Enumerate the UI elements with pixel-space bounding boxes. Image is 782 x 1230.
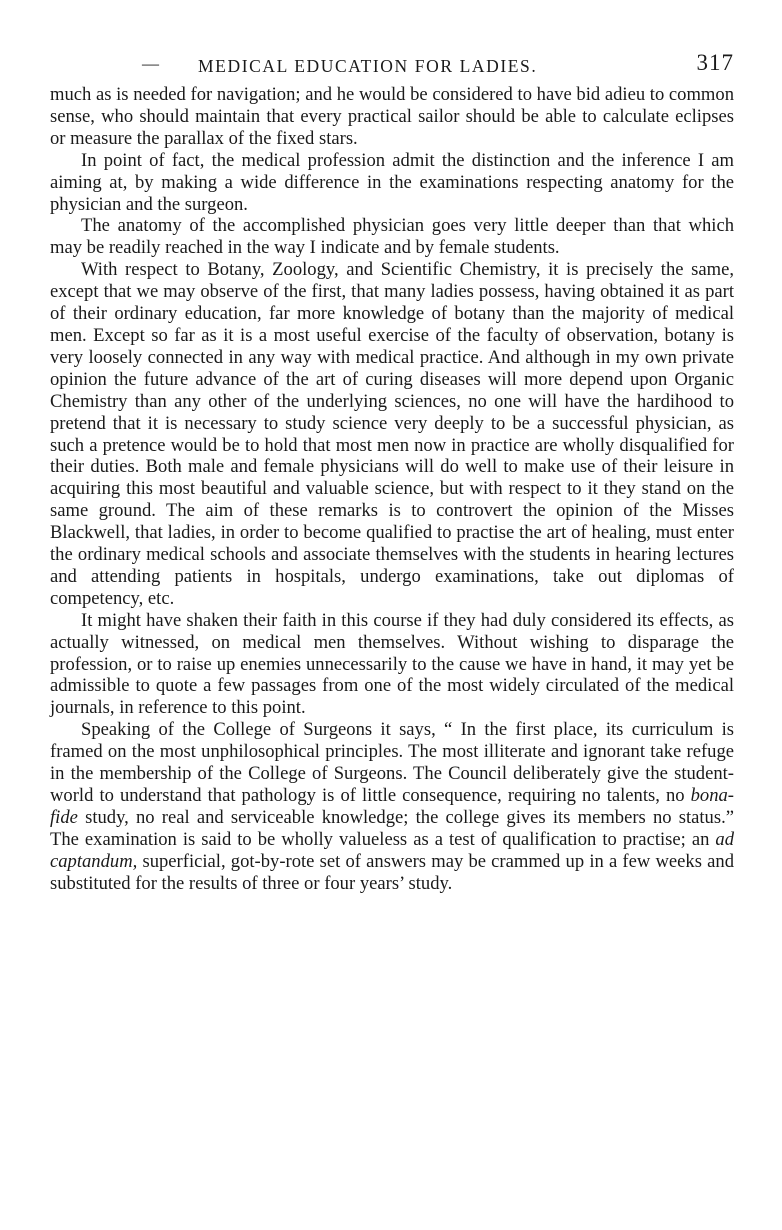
text-run: study, no real and serviceable knowledge; the college gives its members no status.” The examination is said to be wholly valueless as a test of qualification to practise; an	[50, 806, 734, 850]
text-run: The anatomy of the accomplished physician goes very little deeper than that which may be readily reached in the way I indicate and by female students.	[50, 215, 734, 259]
paragraph	[50, 215, 734, 259]
paragraph	[50, 719, 734, 894]
header-dash: —	[142, 54, 159, 73]
page-header	[50, 50, 734, 84]
text-run: much as is needed for navigation; and he would be considered to have bid adieu to common sense, who should maintain that every practical sailor should be able to calculate eclipses or measure the parallax of the fixed stars.	[50, 84, 734, 149]
italic-phrase: ad captandum,	[50, 828, 734, 872]
paragraph	[50, 610, 734, 720]
paragraph	[50, 150, 734, 216]
page-number: 317	[696, 50, 734, 75]
text-run: With respect to Botany, Zoology, and Scientific Chemistry, it is precisely the same, except that we may observe of the first, that many ladies possess, having obtained it as part of their ordinary education, far more knowledge of botany than the majority of medical men. Except so far as it is a most useful exercise of the faculty of observation, botany is very loosely connected in any way with medical practice. And although in my own private opinion the future advance of the art of curing diseases will more depend upon Organic Chemistry than any other of the underlying sciences, no one will have the hardihood to pretend that it is necessary to study science very deeply to be a successful physician, as such a pretence would be to hold that most men now in practice are wholly disqualified for their duties. Both male and female physicians will do well to make use of their leisure in acquiring this most beautiful and valuable science, but with respect to it they stand on the same ground. The aim of these remarks is to controvert the opinion of the Misses Blackwell, that ladies, in order to become qualified to practise the art of healing, must enter the ordinary medical schools and associate themselves with the students in hearing lectures and attending patients in hospitals, undergo examinations, take out diplomas of competency, etc.	[50, 259, 734, 609]
text-run: Speaking of the College of Surgeons it says, “ In the first place, its curriculum is framed on the most unphilosophical principles. The most illiterate and ignorant take refuge in the membership of the College of Surgeons. The Council deliberately give the student-world to understand that pathology is of little consequence, requiring no talents, no	[50, 719, 734, 806]
paragraph	[50, 259, 734, 610]
book-page	[50, 50, 734, 895]
running-title: MEDICAL EDUCATION FOR LADIES.	[198, 56, 538, 76]
italic-phrase: bona-fide	[50, 785, 734, 828]
paragraph	[50, 84, 734, 150]
text-run: It might have shaken their faith in this course if they had duly considered its effects, as actually witnessed, on medical men themselves. Without wishing to disparage the profession, or to raise up enemies unnecessarily to the cause we have in hand, it may yet be admissible to quote a few passages from one of the most widely circulated of the medical journals, in reference to this point.	[50, 609, 734, 719]
body-text	[50, 84, 734, 895]
text-run: superficial, got-by-rote set of answers may be crammed up in a few weeks and substituted for the results of three or four years’ study.	[50, 850, 734, 894]
text-run: In point of fact, the medical profession admit the distinction and the inference I am aiming at, by making a wide difference in the examinations respecting anatomy for the physician and the surgeon.	[50, 149, 734, 215]
